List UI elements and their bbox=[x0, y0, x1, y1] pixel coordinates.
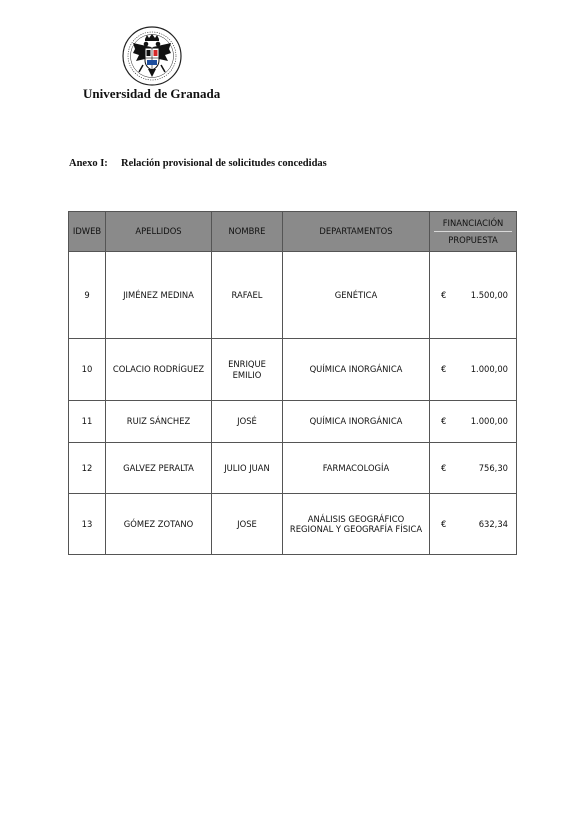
cell-currency: € bbox=[441, 364, 447, 375]
cell-amount: 1.000,00 bbox=[470, 416, 508, 427]
table-row bbox=[69, 443, 517, 494]
column-header-departamentos: DEPARTAMENTOS bbox=[283, 212, 430, 252]
column-header-financiacion bbox=[430, 212, 517, 252]
cell-nombre: ENRIQUE EMILIO bbox=[212, 339, 283, 401]
cell-currency: € bbox=[441, 416, 447, 427]
cell-idweb: 9 bbox=[69, 252, 106, 339]
cell-apellidos: RUIZ SÁNCHEZ bbox=[106, 401, 212, 443]
financiacion-label-line2: PROPUESTA bbox=[448, 235, 498, 245]
cell-amount: 756,30 bbox=[478, 462, 508, 473]
table-header-row bbox=[69, 212, 517, 252]
university-seal-logo bbox=[121, 25, 183, 87]
cell-departamento: ANÁLISIS GEOGRÁFICO REGIONAL Y GEOGRAFÍA FÍSICA bbox=[283, 494, 430, 555]
cell-financiacion bbox=[430, 494, 517, 555]
cell-financiacion bbox=[430, 401, 517, 443]
cell-financiacion bbox=[430, 443, 517, 494]
column-header-apellidos: APELLIDOS bbox=[106, 212, 212, 252]
cell-apellidos: JIMÉNEZ MEDINA bbox=[106, 252, 212, 339]
cell-idweb: 10 bbox=[69, 339, 106, 401]
cell-departamento: GENÉTICA bbox=[283, 252, 430, 339]
cell-nombre: RAFAEL bbox=[212, 252, 283, 339]
cell-apellidos: COLACIO RODRÍGUEZ bbox=[106, 339, 212, 401]
cell-nombre: JOSE bbox=[212, 494, 283, 555]
cell-financiacion bbox=[430, 339, 517, 401]
cell-departamento: QUÍMICA INORGÁNICA bbox=[283, 339, 430, 401]
table-row bbox=[69, 252, 517, 339]
cell-idweb: 11 bbox=[69, 401, 106, 443]
cell-apellidos: GÓMEZ ZOTANO bbox=[106, 494, 212, 555]
annex-label: Anexo I: bbox=[69, 158, 108, 169]
column-header-idweb: IDWEB bbox=[69, 212, 106, 252]
grants-table bbox=[68, 211, 517, 555]
cell-idweb: 13 bbox=[69, 494, 106, 555]
cell-amount: 632,34 bbox=[478, 518, 508, 529]
table-row bbox=[69, 494, 517, 555]
cell-departamento: QUÍMICA INORGÁNICA bbox=[283, 401, 430, 443]
cell-currency: € bbox=[441, 462, 447, 473]
cell-financiacion bbox=[430, 252, 517, 339]
annex-title: Relación provisional de solicitudes concedidas bbox=[121, 158, 327, 169]
cell-nombre: JULIO JUAN bbox=[212, 443, 283, 494]
university-name: Universidad de Granada bbox=[83, 86, 221, 101]
financiacion-label-line1: FINANCIACIÓN bbox=[434, 218, 512, 233]
cell-amount: 1.500,00 bbox=[470, 289, 508, 300]
cell-idweb: 12 bbox=[69, 443, 106, 494]
cell-apellidos: GALVEZ PERALTA bbox=[106, 443, 212, 494]
table-row bbox=[69, 401, 517, 443]
cell-nombre: JOSÉ bbox=[212, 401, 283, 443]
annex-heading bbox=[69, 158, 327, 169]
cell-currency: € bbox=[441, 518, 447, 529]
column-header-nombre: NOMBRE bbox=[212, 212, 283, 252]
table-row bbox=[69, 339, 517, 401]
cell-departamento: FARMACOLOGÍA bbox=[283, 443, 430, 494]
cell-amount: 1.000,00 bbox=[470, 364, 508, 375]
cell-currency: € bbox=[441, 289, 447, 300]
